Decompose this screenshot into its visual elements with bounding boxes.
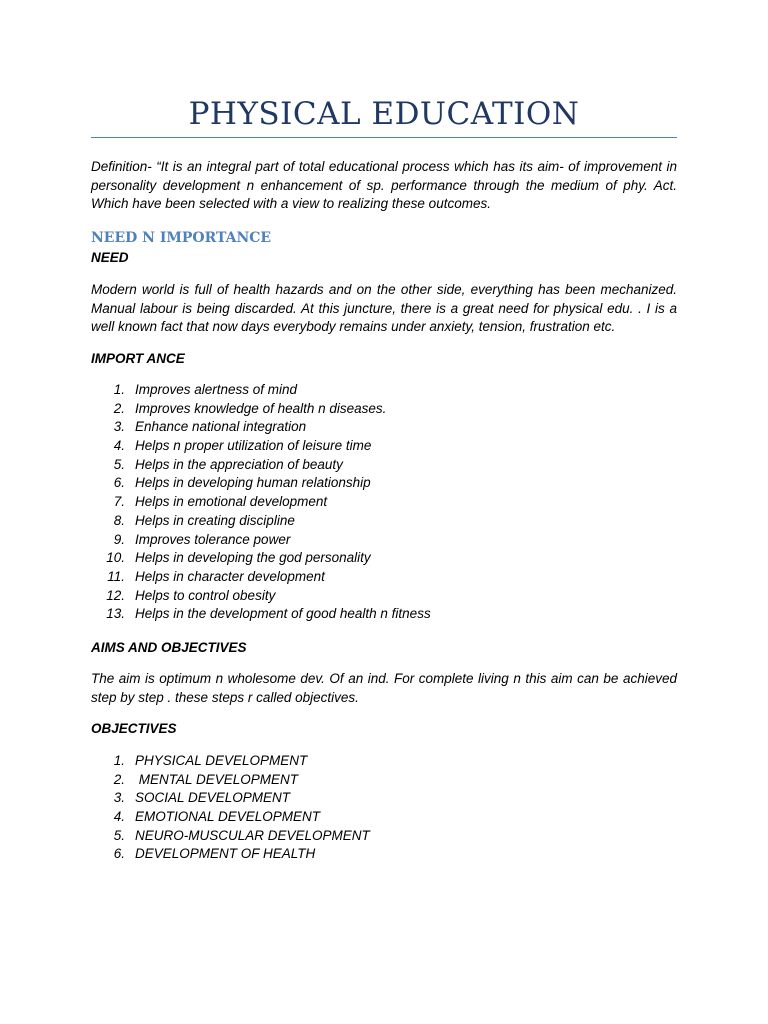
list-item: 1. PHYSICAL DEVELOPMENT (113, 753, 308, 768)
title-underline (91, 137, 677, 138)
list-item: 2. Improves knowledge of health n diseases. (113, 400, 387, 416)
list-item: 4. EMOTIONAL DEVELOPMENT (113, 809, 321, 825)
list-item: 11. Helps in character development (107, 568, 325, 584)
importance-heading: IMPORT ANCE (91, 351, 185, 366)
list-item: 6. DEVELOPMENT OF HEALTH (113, 846, 316, 862)
list-item: 8. Helps in creating discipline (113, 512, 295, 528)
list-item: 12. Helps to control obesity (106, 587, 276, 603)
list-item: 10. Helps in developing the god personality (106, 550, 371, 566)
list-item: 7. Helps in emotional development (113, 494, 328, 510)
list-item: 3. Enhance national integration (113, 419, 307, 435)
objectives-list (91, 752, 677, 864)
definition-paragraph: Definition- “It is an integral part of total educational process which has its aim- of improvement in personality development n enhancement of sp. performance through the medium of phy. Act. Which have been selected with a view to realizing these outcomes. (91, 159, 677, 211)
list-item: 2. MENTAL DEVELOPMENT (113, 771, 299, 787)
need-heading: NEED (91, 250, 129, 265)
list-item: 5. NEURO-MUSCULAR DEVELOPMENT (113, 827, 370, 843)
list-item: 4. Helps n proper utilization of leisure time (113, 438, 372, 454)
objectives-heading: OBJECTIVES (91, 721, 177, 736)
page-title: PHYSICAL EDUCATION (188, 96, 580, 132)
aims-heading: AIMS AND OBJECTIVES (91, 640, 247, 655)
need-importance-heading: NEED N IMPORTANCE (91, 230, 272, 246)
need-paragraph: Modern world is full of health hazards and on the other side, everything has been mechanized. Manual labour is being discarded. At this juncture, there is a great need for physical edu. . I is a well known fact that now days everybody remains under anxiety, tension, frustration etc. (91, 282, 677, 334)
list-item: 5. Helps in the appreciation of beauty (113, 456, 343, 472)
list-item: 6. Helps in developing human relationship (113, 475, 371, 491)
list-item: 1. Improves alertness of mind (113, 382, 298, 397)
list-item: 9. Improves tolerance power (113, 531, 291, 547)
list-item: 13. Helps in the development of good health n fitness (106, 606, 431, 622)
importance-list (91, 381, 677, 624)
aims-paragraph: The aim is optimum n wholesome dev. Of an ind. For complete living n this aim can be achieved step by step . these steps r called objectives. (91, 671, 677, 705)
list-item: 3. SOCIAL DEVELOPMENT (113, 790, 291, 806)
